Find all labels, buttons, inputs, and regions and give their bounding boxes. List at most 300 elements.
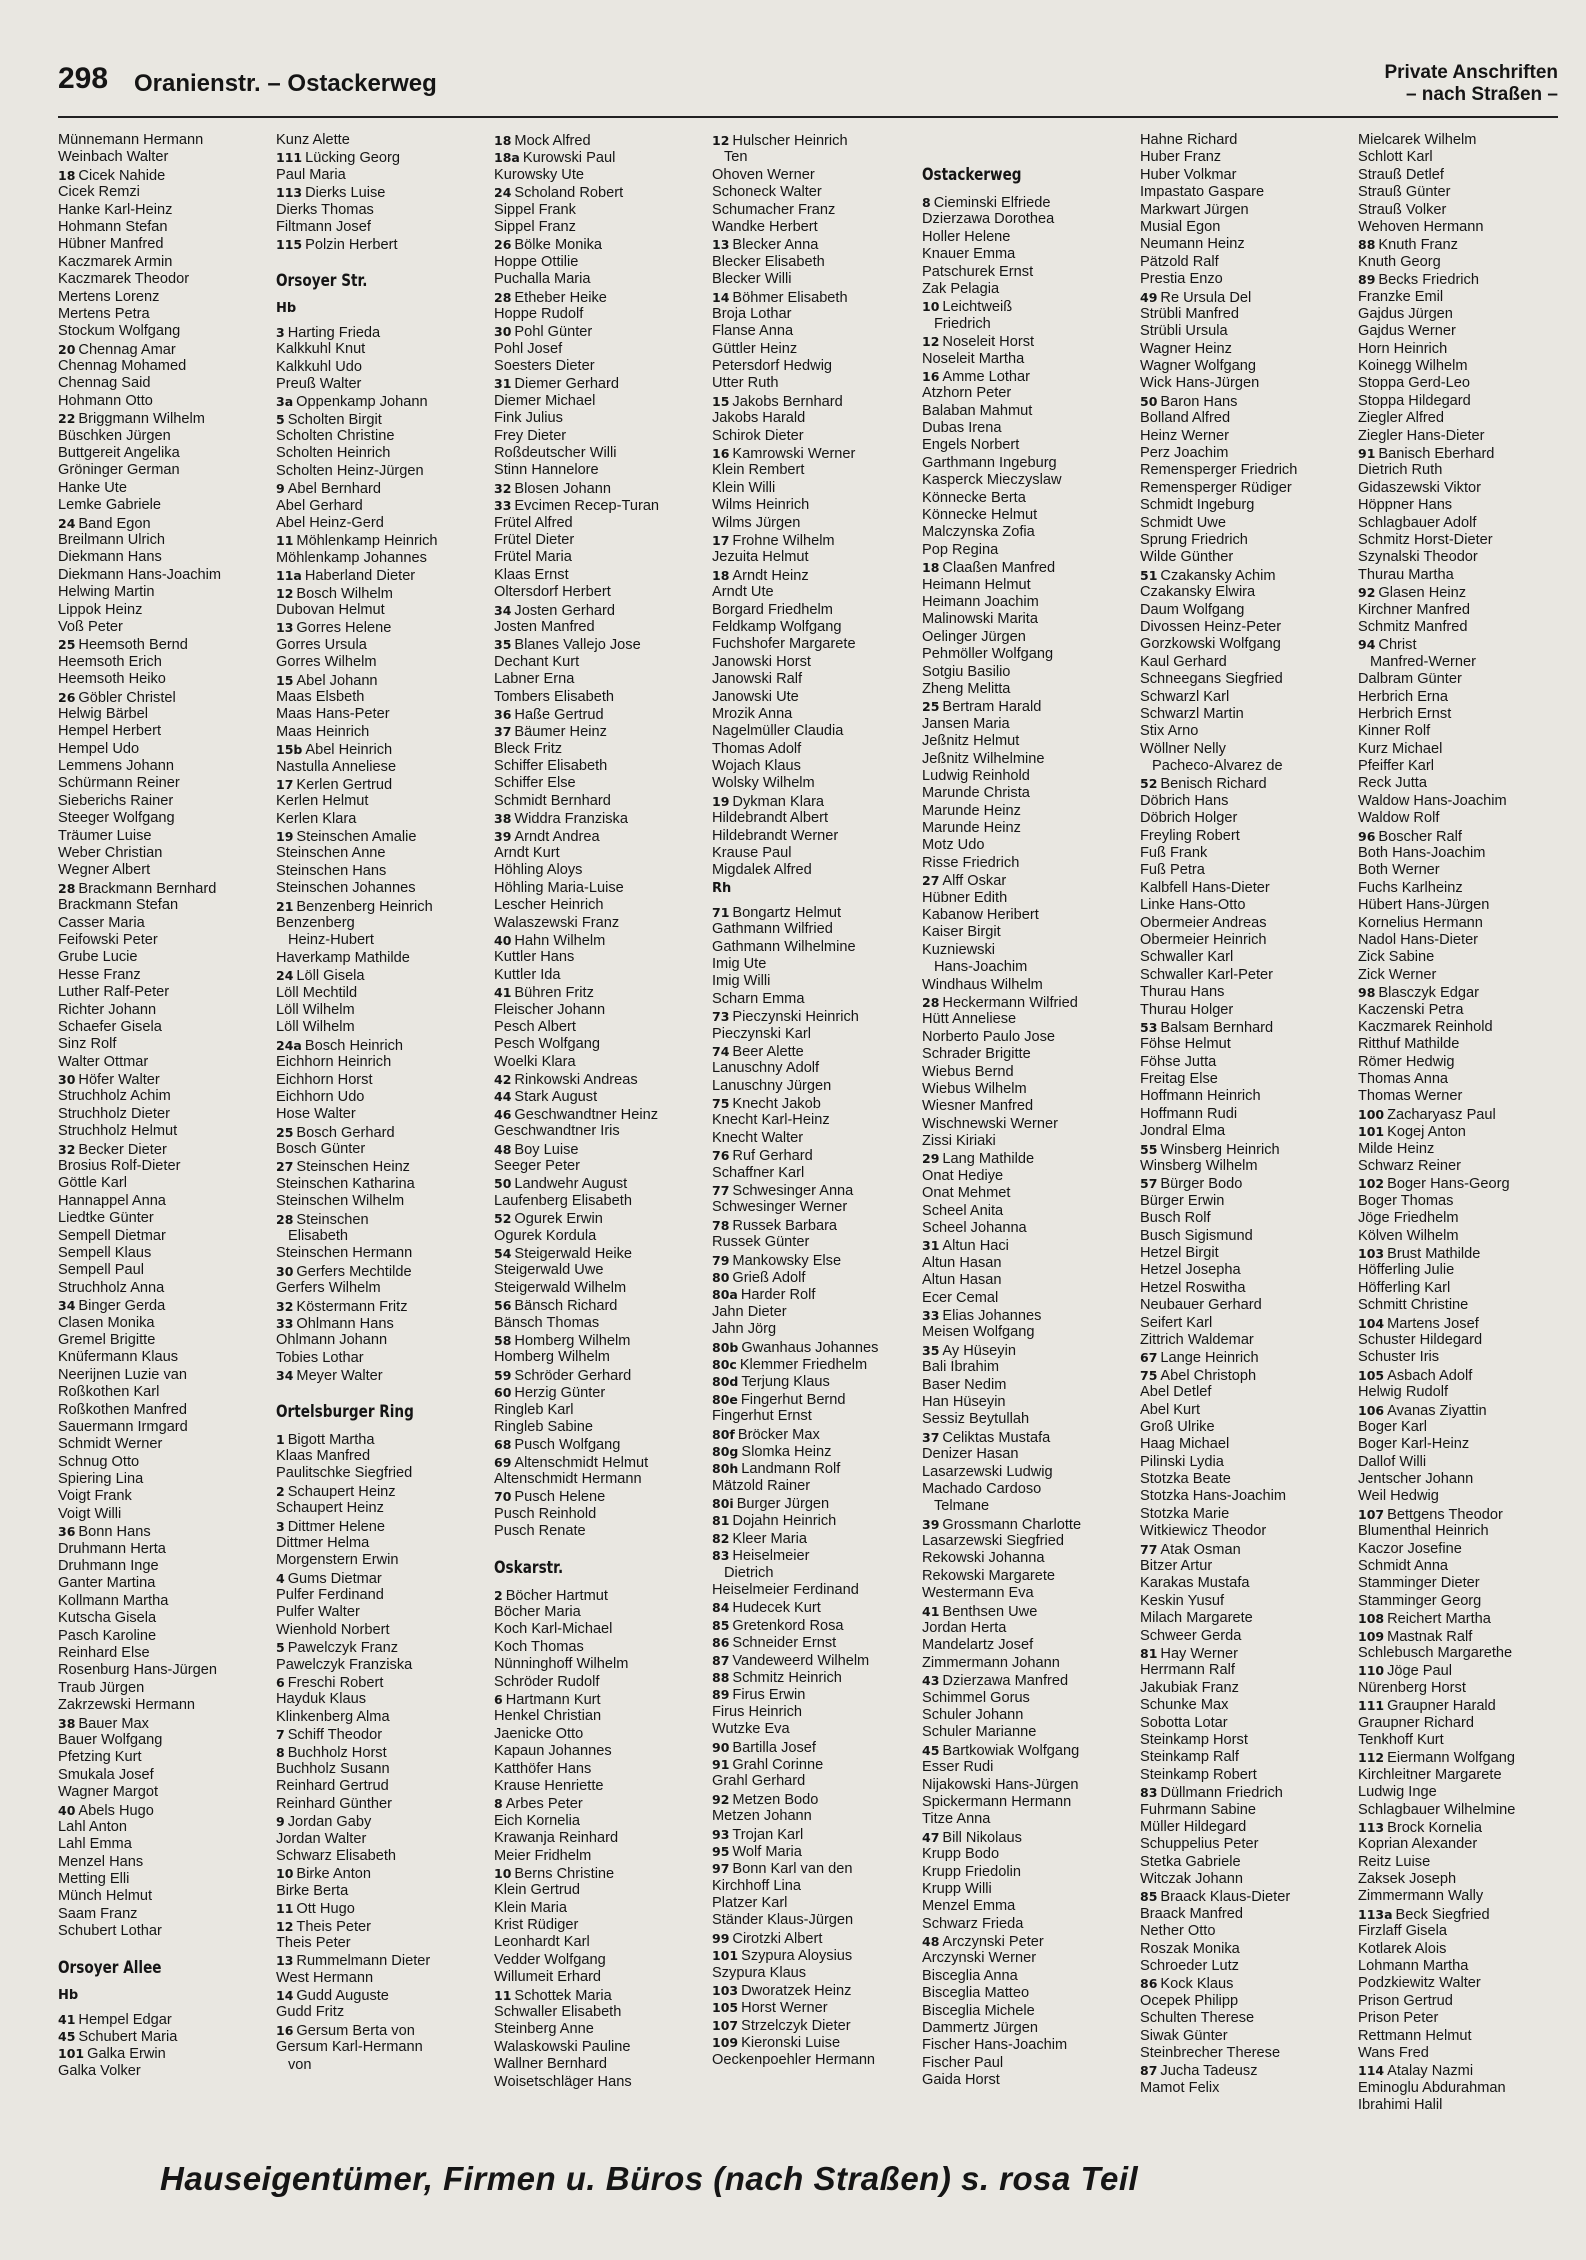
resident-name: Abel Bernhard xyxy=(287,481,382,498)
directory-entry xyxy=(276,1465,486,1482)
directory-entry xyxy=(58,1262,268,1279)
resident-name: Föhse Jutta xyxy=(1140,1053,1217,1070)
house-number: 2 xyxy=(276,1483,285,1499)
directory-entry xyxy=(712,1773,922,1790)
house-number: 71 xyxy=(712,904,730,920)
directory-entry xyxy=(276,184,486,201)
resident-name: Schmitz Heinrich xyxy=(732,1669,842,1686)
directory-entry xyxy=(494,1691,704,1708)
resident-name: Hoffmann Rudi xyxy=(1140,1105,1238,1122)
house-number: 55 xyxy=(1140,1141,1158,1157)
house-number: 18a xyxy=(494,150,520,166)
directory-entry xyxy=(276,1315,486,1332)
house-number: 3 xyxy=(276,1518,285,1534)
directory-entry xyxy=(276,759,486,776)
directory-entry xyxy=(58,1888,268,1905)
directory-entry xyxy=(494,1934,704,1951)
resident-name: Gerfers Mechtilde xyxy=(296,1263,412,1280)
resident-name: Schroeder Lutz xyxy=(1140,1958,1239,1975)
house-number: 96 xyxy=(1358,828,1376,844)
house-number: 68 xyxy=(494,1437,512,1453)
house-number: 33 xyxy=(276,1316,294,1331)
directory-entry xyxy=(922,1585,1132,1602)
directory-entry xyxy=(1358,1297,1568,1314)
directory-entry xyxy=(1140,358,1350,375)
resident-name: Krause Henriette xyxy=(494,1777,604,1794)
directory-entry xyxy=(1140,880,1350,897)
directory-entry xyxy=(58,1019,268,1036)
directory-entry xyxy=(1358,567,1568,584)
directory-entry xyxy=(1358,1749,1568,1766)
directory-entry xyxy=(1358,497,1568,514)
directory-entry xyxy=(494,1917,704,1934)
resident-name: Klein Gertrud xyxy=(494,1882,580,1899)
directory-entry xyxy=(1140,1541,1350,1558)
resident-name: Becker Dieter xyxy=(78,1141,167,1158)
resident-name: Lahl Emma xyxy=(58,1836,132,1853)
resident-name: Lasarzewski Ludwig xyxy=(922,1463,1053,1480)
resident-name: Feldkamp Wolfgang xyxy=(712,618,842,635)
house-number: 85 xyxy=(712,1617,730,1633)
house-number: 80i xyxy=(712,1496,734,1512)
directory-entry xyxy=(494,1280,704,1297)
directory-entry xyxy=(58,1662,268,1679)
directory-entry xyxy=(1140,1297,1350,1314)
directory-entry xyxy=(276,706,486,723)
resident-name: Windhaus Wilhelm xyxy=(922,976,1043,993)
directory-entry xyxy=(58,915,268,932)
resident-name: Jucha Tadeusz xyxy=(1160,2063,1258,2080)
directory-entry xyxy=(1140,723,1350,740)
resident-name: Hohmann Stefan xyxy=(58,218,168,235)
resident-name: Oltersdorf Herbert xyxy=(494,584,611,601)
resident-name: Scholten Heinrich xyxy=(276,445,391,462)
resident-name: Buttgereit Angelika xyxy=(58,445,180,462)
directory-entry xyxy=(1140,1715,1350,1732)
resident-name: Grieß Adolf xyxy=(732,1270,806,1286)
resident-name: Amme Lothar xyxy=(942,368,1031,385)
house-number: 4 xyxy=(276,1570,285,1586)
directory-entry xyxy=(494,236,704,253)
house-number: 24 xyxy=(276,968,294,984)
directory-entry xyxy=(276,1002,486,1019)
resident-name: Wolsky Wilhelm xyxy=(712,775,815,792)
directory-entry xyxy=(922,785,1132,802)
resident-name: Bleck Fritz xyxy=(494,740,563,757)
resident-name: Löll Wilhelm xyxy=(276,1001,355,1018)
resident-name: Kaczor Josefine xyxy=(1358,1540,1462,1557)
resident-name: Pfeiffer Karl xyxy=(1358,758,1434,775)
directory-entry xyxy=(494,984,704,1001)
resident-name: Lanuschny Jürgen xyxy=(712,1077,832,1094)
house-number: 92 xyxy=(1358,585,1376,601)
house-number: 113 xyxy=(276,185,303,201)
resident-name: Schuster Hildegard xyxy=(1358,1331,1483,1348)
resident-name: Schiffer Elisabeth xyxy=(494,758,608,775)
resident-name: Trojan Karl xyxy=(732,1826,804,1843)
directory-entry xyxy=(1140,306,1350,323)
house-number: 25 xyxy=(58,637,76,653)
directory-entry xyxy=(494,1123,704,1140)
resident-name: Zakrzewski Hermann xyxy=(58,1697,196,1714)
house-number: 28 xyxy=(922,994,940,1010)
directory-entry xyxy=(1358,793,1568,810)
directory-entry xyxy=(712,462,922,479)
directory-entry xyxy=(712,132,922,149)
resident-name: Markwart Jürgen xyxy=(1140,201,1249,218)
directory-entry xyxy=(1358,323,1568,340)
resident-name: Roßkothen Karl xyxy=(58,1384,160,1401)
directory-entry xyxy=(1358,1471,1568,1488)
directory-entry xyxy=(494,1315,704,1332)
resident-name: Voigt Willi xyxy=(58,1505,122,1522)
directory-entry xyxy=(1140,1019,1350,1036)
directory-entry xyxy=(1140,1906,1350,1923)
resident-name: Kinner Rolf xyxy=(1358,723,1431,740)
resident-name: Schiffer Else xyxy=(494,775,576,792)
house-number: 8 xyxy=(276,1744,285,1760)
house-number: 17 xyxy=(276,776,294,792)
resident-name: Titze Anna xyxy=(922,1811,991,1828)
directory-entry xyxy=(1140,619,1350,636)
directory-entry xyxy=(712,549,922,566)
directory-entry xyxy=(922,1672,1132,1689)
directory-entry xyxy=(276,376,486,393)
resident-name: Buchholz Horst xyxy=(287,1744,387,1761)
resident-name: Cirotzki Albert xyxy=(732,1930,823,1947)
resident-name: Firus Heinrich xyxy=(712,1703,803,1720)
directory-entry xyxy=(494,1071,704,1088)
resident-name: Prison Peter xyxy=(1358,2010,1439,2027)
resident-name: Schrader Brigitte xyxy=(922,1046,1031,1063)
directory-entry xyxy=(58,1836,268,1853)
directory-entry xyxy=(712,1199,922,1216)
resident-name: Rekowski Margarete xyxy=(922,1567,1056,1584)
directory-entry xyxy=(276,498,486,515)
house-number: 80e xyxy=(712,1391,738,1407)
house-number: 84 xyxy=(712,1600,730,1616)
house-number: 44 xyxy=(494,1089,512,1105)
resident-name: Janowski Horst xyxy=(712,653,811,670)
resident-name: Schmitt Christine xyxy=(1358,1297,1469,1314)
resident-name: Baron Hans xyxy=(1160,393,1238,410)
directory-entry xyxy=(276,463,486,480)
resident-name: Scharn Emma xyxy=(712,990,805,1007)
house-number: 12 xyxy=(712,133,730,148)
directory-entry xyxy=(276,1831,486,1848)
resident-name: Haberland Dieter xyxy=(304,568,416,585)
resident-name: Firus Erwin xyxy=(732,1687,806,1704)
resident-name: Steinschen Anne xyxy=(276,845,386,862)
directory-entry xyxy=(1358,132,1568,149)
directory-entry xyxy=(1140,1523,1350,1540)
directory-entry xyxy=(58,1523,268,1540)
directory-entry xyxy=(1358,1784,1568,1801)
resident-name: Vandeweerd Wilhelm xyxy=(732,1652,870,1669)
directory-entry xyxy=(1140,2080,1350,2097)
resident-name: Maas Heinrich xyxy=(276,723,370,740)
resident-name: Thurau Holger xyxy=(1140,1001,1234,1018)
resident-name: Sprung Friedrich xyxy=(1140,531,1248,548)
directory-entry xyxy=(58,1349,268,1366)
directory-entry xyxy=(494,1106,704,1123)
resident-name: Kaczmarek Reinhold xyxy=(1358,1018,1493,1035)
resident-name: Steinkamp Horst xyxy=(1140,1731,1248,1748)
resident-name: Beck Siegfried xyxy=(1395,1906,1490,1923)
resident-name: Güttler Heinz xyxy=(712,340,798,357)
house-number: 40 xyxy=(494,932,512,948)
directory-entry xyxy=(1140,793,1350,810)
resident-name: Josten Gerhard xyxy=(514,602,615,619)
resident-name: Pfetzing Kurt xyxy=(58,1749,142,1766)
directory-entry xyxy=(276,1500,486,1517)
directory-entry xyxy=(276,1176,486,1193)
house-number: 16 xyxy=(276,2022,294,2038)
house-number: 25 xyxy=(276,1124,294,1140)
directory-entry xyxy=(1358,949,1568,966)
directory-entry xyxy=(1358,236,1568,253)
house-number: 80d xyxy=(712,1374,739,1390)
directory-entry xyxy=(712,689,922,706)
directory-entry xyxy=(712,1512,922,1529)
resident-name: Milach Margarete xyxy=(1140,1610,1253,1627)
resident-name: Buchholz Susann xyxy=(276,1760,390,1777)
directory-entry xyxy=(58,810,268,827)
directory-entry xyxy=(1358,1923,1568,1940)
directory-entry xyxy=(712,1495,922,1512)
resident-name: Frütel Alfred xyxy=(494,514,573,531)
resident-name: Brosius Rolf-Dieter xyxy=(58,1158,181,1175)
resident-name: Tobies Lothar xyxy=(276,1349,364,1366)
directory-entry xyxy=(494,149,704,166)
directory-entry xyxy=(1358,2062,1568,2079)
directory-entry xyxy=(712,723,922,740)
directory-entry xyxy=(922,629,1132,646)
directory-entry xyxy=(276,1970,486,1987)
house-number: 82 xyxy=(712,1530,730,1546)
resident-name: Gums Dietmar xyxy=(287,1570,382,1587)
resident-name: Steinkamp Robert xyxy=(1140,1766,1257,1783)
resident-name: Leonhardt Karl xyxy=(494,1934,590,1951)
directory-entry xyxy=(712,1860,922,1877)
resident-name: Horn Heinrich xyxy=(1358,340,1448,357)
directory-entry xyxy=(712,1339,922,1356)
resident-name: Kirchhoff Lina xyxy=(712,1877,801,1894)
resident-name: Cieminski Elfriede xyxy=(933,195,1051,211)
resident-name: Machado Cardoso xyxy=(922,1480,1042,1497)
resident-name: Pacheco-Alvarez de xyxy=(1152,758,1283,775)
resident-name: Eminoglu Abdurahman xyxy=(1358,2079,1506,2096)
resident-name: Oelinger Jürgen xyxy=(922,628,1026,645)
directory-column-2 xyxy=(276,132,486,2074)
resident-name: Gerfers Wilhelm xyxy=(276,1280,381,1297)
directory-entry xyxy=(58,897,268,914)
resident-name: Celiktas Mustafa xyxy=(942,1429,1051,1446)
house-number: 60 xyxy=(494,1385,512,1401)
directory-entry xyxy=(1358,1836,1568,1853)
directory-entry xyxy=(1358,1628,1568,1645)
directory-entry xyxy=(1140,1836,1350,1853)
directory-entry xyxy=(58,1871,268,1888)
house-number: 11 xyxy=(276,1901,294,1917)
directory-entry xyxy=(494,271,704,288)
directory-entry xyxy=(276,1657,486,1674)
directory-entry xyxy=(1358,1715,1568,1732)
resident-name: Russek Barbara xyxy=(732,1217,838,1234)
directory-entry xyxy=(712,1565,922,1582)
resident-name: Könnecke Helmut xyxy=(922,507,1038,524)
directory-entry xyxy=(922,837,1132,854)
resident-name: Saam Franz xyxy=(58,1905,138,1922)
resident-name: Huber Volkmar xyxy=(1140,166,1237,183)
directory-entry xyxy=(494,810,704,827)
house-number: 20 xyxy=(58,341,76,357)
resident-name: Avanas Ziyattin xyxy=(1387,1402,1487,1419)
resident-name: Stinn Hannelore xyxy=(494,462,599,479)
resident-name: Pusch Reinhold xyxy=(494,1505,597,1522)
resident-name: Haag Michael xyxy=(1140,1436,1230,1453)
directory-entry xyxy=(1358,1367,1568,1384)
resident-name: Mätzold Rainer xyxy=(712,1477,811,1494)
resident-name: Filtmann Josef xyxy=(276,218,371,235)
directory-entry xyxy=(276,1796,486,1813)
directory-entry xyxy=(712,904,922,921)
directory-entry xyxy=(1140,949,1350,966)
resident-name: Gorres Wilhelm xyxy=(276,654,377,671)
directory-entry xyxy=(1358,1993,1568,2010)
directory-entry xyxy=(276,1211,486,1228)
resident-name: Pusch Renate xyxy=(494,1523,586,1540)
resident-name: Bongartz Helmut xyxy=(732,904,842,921)
resident-name: Petersdorf Hedwig xyxy=(712,358,833,375)
resident-name: Sotgiu Basilio xyxy=(922,663,1011,680)
directory-entry xyxy=(1140,862,1350,879)
directory-entry xyxy=(922,1864,1132,1881)
resident-name: Pulfer Ferdinand xyxy=(276,1587,384,1604)
resident-name: Hudecek Kurt xyxy=(732,1600,821,1617)
directory-entry xyxy=(1358,1697,1568,1714)
house-number: 41 xyxy=(58,2011,76,2027)
directory-entry xyxy=(922,1898,1132,1915)
resident-name: Obermeier Andreas xyxy=(1140,914,1267,931)
directory-entry xyxy=(1140,1175,1350,1192)
directory-entry xyxy=(1358,1262,1568,1279)
resident-name: Stix Arno xyxy=(1140,723,1199,740)
directory-entry xyxy=(276,637,486,654)
section-label-line1: Private Anschriften xyxy=(1384,62,1558,83)
house-number: 19 xyxy=(276,829,294,845)
resident-name: Chennag Mohamed xyxy=(58,358,187,375)
directory-entry xyxy=(712,758,922,775)
directory-entry xyxy=(494,828,704,845)
house-number: 39 xyxy=(922,1516,940,1532)
resident-name: Risse Friedrich xyxy=(922,854,1020,871)
house-number: 107 xyxy=(712,2017,739,2033)
resident-name: Hahn Wilhelm xyxy=(514,932,606,949)
directory-entry xyxy=(1358,1158,1568,1175)
resident-name: Theis Peter xyxy=(296,1918,372,1935)
resident-name: Bettgens Theodor xyxy=(1387,1506,1503,1523)
directory-entry xyxy=(1140,149,1350,166)
directory-entry xyxy=(58,1054,268,1071)
resident-name: Altenschmidt Hermann xyxy=(494,1471,642,1488)
directory-entry xyxy=(922,351,1132,368)
resident-name: Kuttler Ida xyxy=(494,966,561,983)
resident-name: Jeßnitz Wilhelmine xyxy=(922,750,1045,767)
directory-entry xyxy=(494,967,704,984)
house-number: 19 xyxy=(712,793,730,809)
directory-entry xyxy=(276,1761,486,1778)
house-number: 98 xyxy=(1358,985,1376,1001)
resident-name: Krupp Friedolin xyxy=(922,1863,1021,1880)
resident-name: Noseleit Horst xyxy=(942,334,1035,351)
resident-name: Wilde Günther xyxy=(1140,549,1234,566)
directory-entry xyxy=(276,845,486,862)
directory-entry xyxy=(58,445,268,462)
resident-name: Blumenthal Heinrich xyxy=(1358,1523,1489,1540)
resident-name: Woelki Klara xyxy=(494,1053,576,1070)
directory-entry xyxy=(1358,410,1568,427)
directory-entry xyxy=(712,1669,922,1686)
directory-entry xyxy=(712,306,922,323)
resident-name: Hübner Edith xyxy=(922,889,1008,906)
directory-entry xyxy=(276,689,486,706)
resident-name: Szynalski Theodor xyxy=(1358,549,1478,566)
directory-entry xyxy=(1358,1436,1568,1453)
resident-name: Pieczynski Heinrich xyxy=(732,1009,859,1026)
directory-entry xyxy=(1358,1680,1568,1697)
directory-entry xyxy=(1140,1228,1350,1245)
house-number: 32 xyxy=(494,480,512,496)
resident-name: Tombers Elisabeth xyxy=(494,688,615,705)
resident-name: Möhlenkamp Johannes xyxy=(276,549,427,566)
resident-name: Höhling Maria-Luise xyxy=(494,879,624,896)
directory-entry xyxy=(712,184,922,201)
directory-entry xyxy=(1358,428,1568,445)
directory-entry xyxy=(712,1999,922,2016)
resident-name: Geschwandtner Heinz xyxy=(514,1106,658,1123)
resident-name: Jöge Friedhelm xyxy=(1358,1210,1459,1227)
resident-name: Hartmann Kurt xyxy=(505,1691,601,1708)
directory-entry xyxy=(276,1709,486,1726)
directory-entry xyxy=(494,619,704,636)
house-number: 39 xyxy=(494,828,512,844)
resident-name: Knecht Karl-Heinz xyxy=(712,1112,830,1129)
resident-name: Winsberg Heinrich xyxy=(1160,1141,1280,1158)
directory-entry xyxy=(1358,862,1568,879)
directory-entry xyxy=(1358,289,1568,306)
directory-entry xyxy=(1358,2097,1568,2114)
directory-entry xyxy=(1358,1819,1568,1836)
resident-name: Bölke Monika xyxy=(514,237,603,254)
resident-name: Frey Dieter xyxy=(494,427,567,444)
resident-name: Jakubiak Franz xyxy=(1140,1679,1239,1696)
house-number: 30 xyxy=(58,1072,76,1088)
resident-name: Dzierzawa Dorothea xyxy=(922,211,1055,228)
resident-name: Heckermann Wilfried xyxy=(942,994,1078,1011)
directory-entry xyxy=(922,420,1132,437)
resident-name: Steinschen Heinz xyxy=(296,1159,410,1176)
resident-name: Wöllner Nelly xyxy=(1140,740,1226,757)
house-number: 78 xyxy=(712,1217,730,1233)
directory-entry xyxy=(922,716,1132,733)
house-number: 18 xyxy=(922,560,940,576)
resident-name: Homberg Wilhelm xyxy=(494,1349,610,1366)
resident-name: Re Ursula Del xyxy=(1160,289,1252,306)
resident-name: Helwig Bärbel xyxy=(58,705,149,722)
resident-name: Freyling Robert xyxy=(1140,827,1240,844)
resident-name: Sippel Franz xyxy=(494,218,576,235)
